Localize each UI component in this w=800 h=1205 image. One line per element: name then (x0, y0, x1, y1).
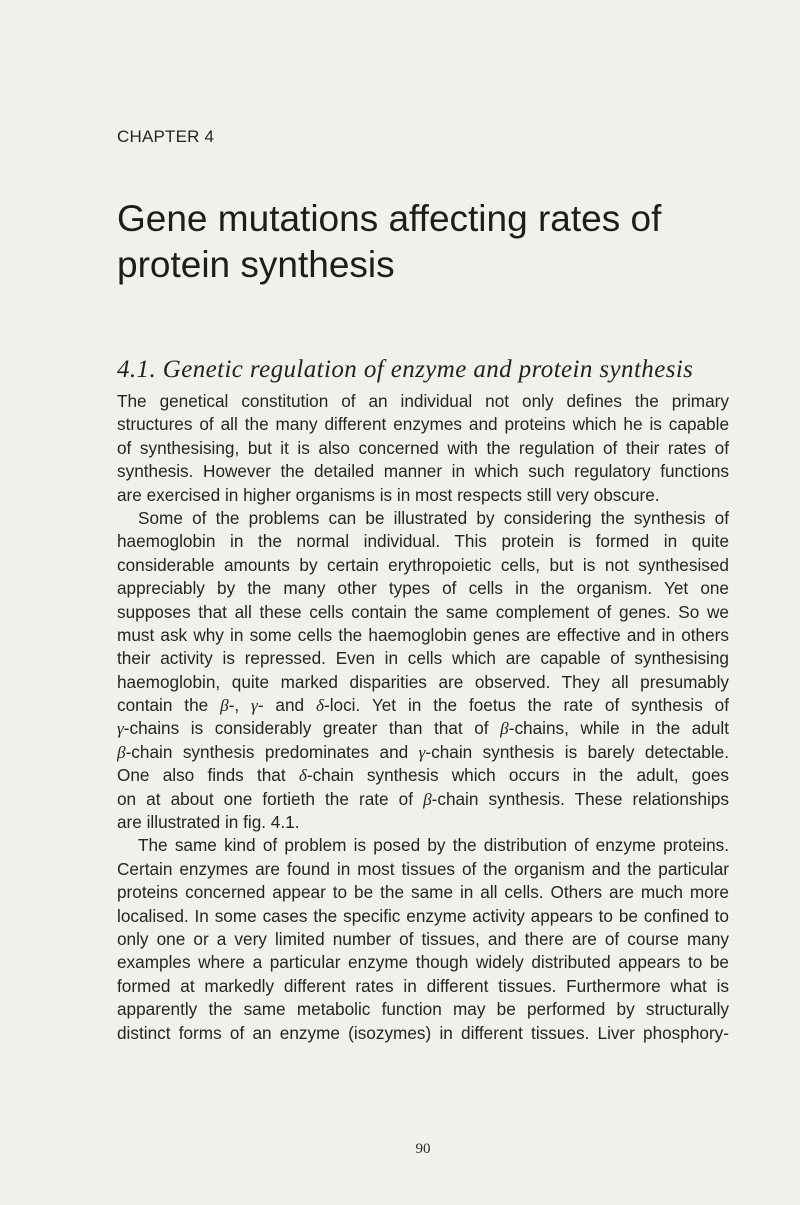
text-line-5: are exercised in higher organisms is in most respects still very obscure. (117, 484, 660, 505)
text-line-15: γ-chains is considerably greater than that of β-chains, while in the adult (117, 718, 729, 739)
text-line-18: on at about one fortieth the rate of β-chain synthesis. These relationships (117, 788, 729, 809)
text-line-4: synthesis. However the detailed manner in which such regulatory functions (117, 461, 729, 482)
text-line-19: are illustrated in fig. 4.1. (117, 812, 300, 833)
chapter-label: CHAPTER 4 (117, 127, 215, 146)
section-heading: 4.1. Genetic regulation of enzyme and protein synthesis (117, 356, 694, 383)
body-text (117, 390, 729, 1045)
text-line-25: examples where a particular enzyme though widely distributed appears to be (117, 952, 729, 973)
chapter-title-line-1: Gene mutations affecting rates of (117, 198, 662, 239)
book-page (117, 0, 729, 1205)
text-line-27: apparently the same metabolic function may be performed by structurally (117, 999, 729, 1020)
text-line-16: β-chain synthesis predominates and γ-chain synthesis is barely detectable. (117, 741, 729, 762)
text-line-22: proteins concerned appear to be the same in all cells. Others are much more (117, 882, 729, 903)
text-line-17: One also finds that δ-chain synthesis which occurs in the adult, goes (117, 765, 729, 786)
text-line-20: The same kind of problem is posed by the distribution of enzyme proteins. (138, 835, 729, 856)
text-line-10: supposes that all these cells contain the same complement of genes. So we (117, 601, 729, 622)
page-number: 90 (415, 1141, 431, 1157)
chapter-title (117, 196, 661, 288)
text-line-28: distinct forms of an enzyme (isozymes) in different tissues. Liver phosphory- (117, 1022, 729, 1043)
text-line-7: haemoglobin in the normal individual. This protein is formed in quite (117, 531, 729, 552)
text-line-13: haemoglobin, quite marked disparities are observed. They all presumably (117, 671, 729, 692)
text-line-9: appreciably by the many other types of cells in the organism. Yet one (117, 578, 729, 599)
text-line-26: formed at markedly different rates in different tissues. Furthermore what is (117, 975, 729, 996)
text-line-23: localised. In some cases the specific enzyme activity appears to be confined to (117, 905, 729, 926)
text-line-2: structures of all the many different enzymes and proteins which he is capable (117, 414, 729, 435)
text-line-14: contain the β-, γ- and δ-loci. Yet in the foetus the rate of synthesis of (117, 695, 729, 716)
text-line-6: Some of the problems can be illustrated by considering the synthesis of (138, 507, 729, 528)
text-line-3: of synthesising, but it is also concerned with the regulation of their rates of (117, 437, 729, 458)
chapter-title-line-2: protein synthesis (117, 244, 395, 285)
text-line-12: their activity is repressed. Even in cells which are capable of synthesising (117, 648, 729, 669)
text-line-1: The genetical constitution of an individual not only defines the primary (117, 391, 729, 411)
text-line-11: must ask why in some cells the haemoglobin genes are effective and in others (117, 624, 729, 645)
text-line-8: considerable amounts by certain erythropoietic cells, but is not synthesised (117, 554, 729, 575)
text-line-24: only one or a very limited number of tissues, and there are of course many (117, 928, 729, 949)
text-line-21: Certain enzymes are found in most tissues of the organism and the particular (117, 858, 729, 879)
